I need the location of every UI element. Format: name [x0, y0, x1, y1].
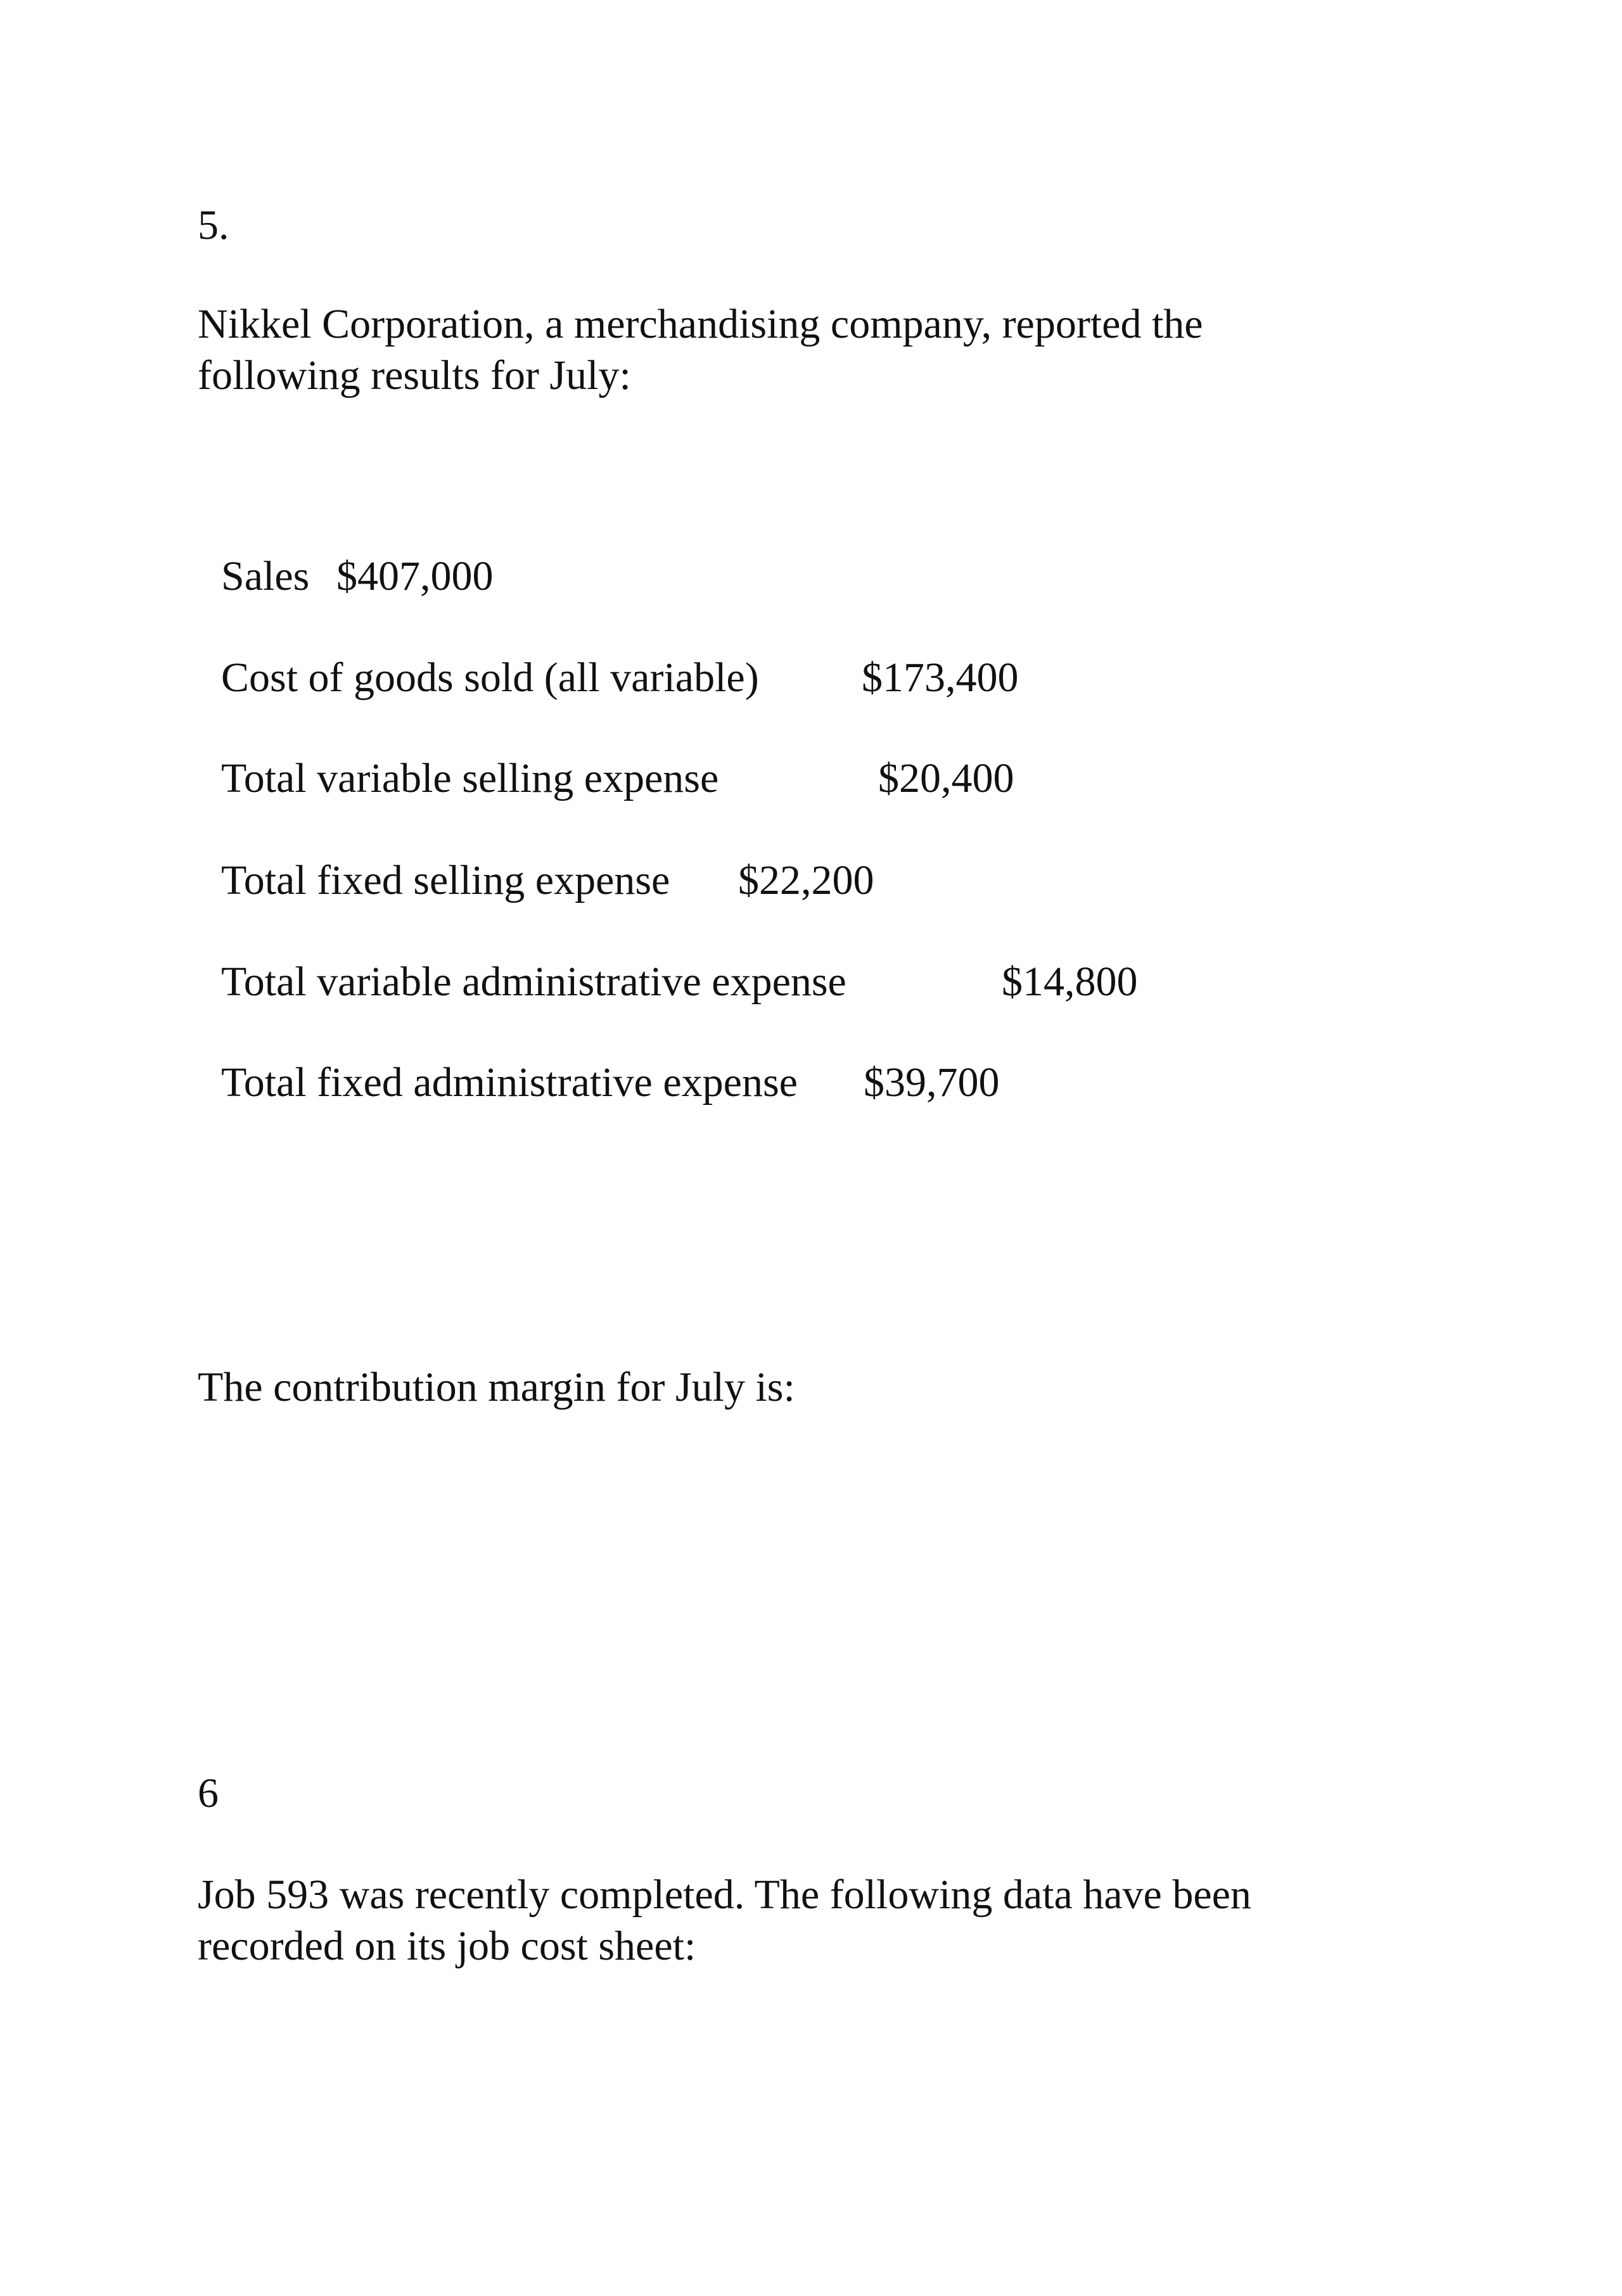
question-5-intro [198, 298, 1592, 401]
item-sales-label: Sales [221, 553, 310, 599]
question-5-prompt: The contribution margin for July is: [198, 1364, 795, 1410]
item-cogs-label: Cost of goods sold (all variable) [221, 654, 759, 701]
item-cogs-value: $173,400 [862, 654, 1019, 701]
item-fixed-admin-value: $39,700 [864, 1059, 1000, 1106]
item-fixed-selling-value: $22,200 [738, 857, 874, 903]
item-fixed-selling-label: Total fixed selling expense [221, 857, 670, 903]
item-variable-admin-label: Total variable administrative expense [221, 959, 846, 1005]
question-5-intro-line-1: Nikkel Corporation, a merchandising company, reported the [198, 301, 1203, 347]
question-5-number: 5. [198, 202, 229, 248]
question-6-intro-line-1: Job 593 was recently completed. The following data have been [198, 1872, 1251, 1918]
question-6-intro-line-2: recorded on its job cost sheet: [198, 1923, 696, 1969]
question-5-intro-line-2: following results for July: [198, 352, 631, 399]
item-sales-value: $407,000 [336, 553, 494, 599]
item-fixed-admin-label: Total fixed administrative expense [221, 1059, 798, 1106]
question-6-number: 6 [198, 1770, 219, 1816]
item-variable-selling-label: Total variable selling expense [221, 755, 719, 801]
question-6-intro [198, 1869, 1592, 1972]
item-variable-selling-value: $20,400 [878, 755, 1014, 801]
item-variable-admin-value: $14,800 [1002, 959, 1138, 1005]
